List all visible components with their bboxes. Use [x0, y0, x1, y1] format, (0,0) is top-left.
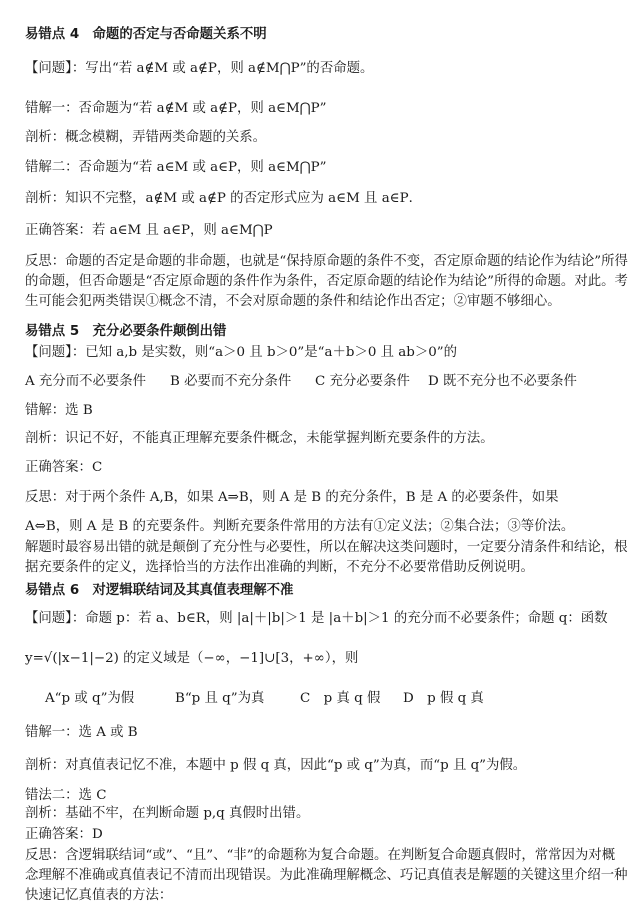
section6-option-d: D p 假 q 真	[403, 691, 484, 706]
section5-analysis: 剖析：识记不好，不能真正理解充要条件概念，未能掌握判断充要条件的方法。	[25, 431, 494, 446]
section6-option-c: C p 真 q 假	[300, 691, 381, 706]
section4-answer: 正确答案：若 a∈M 且 a∈P，则 a∈M⋂P	[25, 223, 273, 238]
section4-title: 易错点 4 命题的否定与否命题关系不明	[25, 27, 267, 42]
section4-wrong1: 错解一：否命题为“若 a∉M 或 a∉P，则 a∈M⋂P”	[25, 101, 327, 116]
section4-question: 【问题】：写出“若 a∉M 或 a∉P，则 a∉M⋂P”的否命题。	[25, 61, 374, 76]
section5-question: 【问题】：已知 a,b 是实数，则“a＞0 且 b＞0”是“a＋b＞0 且 ab＞0”的	[25, 345, 457, 360]
section4-reflection: 反思：命题的否定是命题的非命题，也就是“保持原命题的条件不变，否定原命题的结论作为结论”所得的命题，但否命题是“否定原命题的条件作为条件，否定原命题的结论作为结论”所得的命题。对此。考生可能会犯两类错误①概念不清，不会对原命题的条件和结论作出否定；②审题不够细心。	[25, 254, 628, 309]
section4-wrong2: 错解二：否命题为“若 a∈M 或 a∈P，则 a∈M⋂P”	[25, 160, 327, 175]
section6-reflection: 反思：含逻辑联结词“或”、“且”、“非”的命题称为复合命题。在判断复合命题真假时，常常因为对概念理解不准确或真值表记不清而出现错误。为此准确理解概念、巧记真值表是解题的关键这里介绍一种快速记忆真值表的方法：	[25, 848, 628, 903]
section6-question-line1: 【问题】：命题 p：若 a、b∈R，则 |a|＋|b|＞1 是 |a＋b|＞1 的充分而不必要条件；命题 q：函数	[25, 611, 608, 626]
section5-option-a: A 充分而不必要条件	[25, 374, 147, 389]
section5-option-d: D 既不充分也不必要条件	[428, 374, 577, 389]
section4-analysis1: 剖析：概念模糊，弄错两类命题的关系。	[25, 130, 267, 145]
section5-reflection-line1: 反思：对于两个条件 A,B，如果 A⇒B，则 A 是 B 的充分条件，B 是 A 的必要条件，如果	[25, 490, 559, 505]
section6-question-line2: y=√(|x−1|−2) 的定义域是（−∞，−1]∪[3，+∞），则	[25, 651, 359, 666]
section6-analysis2: 剖析：基础不牢，在判断命题 p,q 真假时出错。	[25, 806, 310, 821]
section5-option-b: B 必要而不充分条件	[170, 374, 292, 389]
section6-wrong1: 错解一：选 A 或 B	[25, 725, 138, 740]
section5-reflection-line3: 解题时最容易出错的就是颠倒了充分性与必要性，所以在解决这类问题时，一定要分清条件和结论，根据充要条件的定义，选择恰当的方法作出准确的判断，不充分不必要常借助反例说明。	[25, 540, 628, 575]
section6-option-a: A“p 或 q”为假	[45, 691, 135, 706]
section6-option-b: B“p 且 q”为真	[175, 691, 265, 706]
section6-title: 易错点 6 对逻辑联结词及其真值表理解不准	[25, 583, 294, 598]
section6-analysis1: 剖析：对真值表记忆不准，本题中 p 假 q 真，因此“p 或 q”为真，而“p 且 q”为假。	[25, 758, 527, 773]
section5-answer: 正确答案：C	[25, 460, 103, 475]
section6-wrong2: 错法二：选 C	[25, 788, 107, 803]
section6-answer: 正确答案：D	[25, 827, 103, 842]
section5-title: 易错点 5 充分必要条件颠倒出错	[25, 324, 227, 339]
section5-reflection-line2: A⇔B，则 A 是 B 的充要条件。判断充要条件常用的方法有①定义法；②集合法；③等价法。	[25, 519, 575, 534]
section5-wrong: 错解：选 B	[25, 403, 93, 418]
section4-analysis2: 剖析：知识不完整，a∉M 或 a∉P 的否定形式应为 a∈M 且 a∈P．	[25, 191, 422, 206]
section5-option-c: C 充分必要条件	[315, 374, 410, 389]
